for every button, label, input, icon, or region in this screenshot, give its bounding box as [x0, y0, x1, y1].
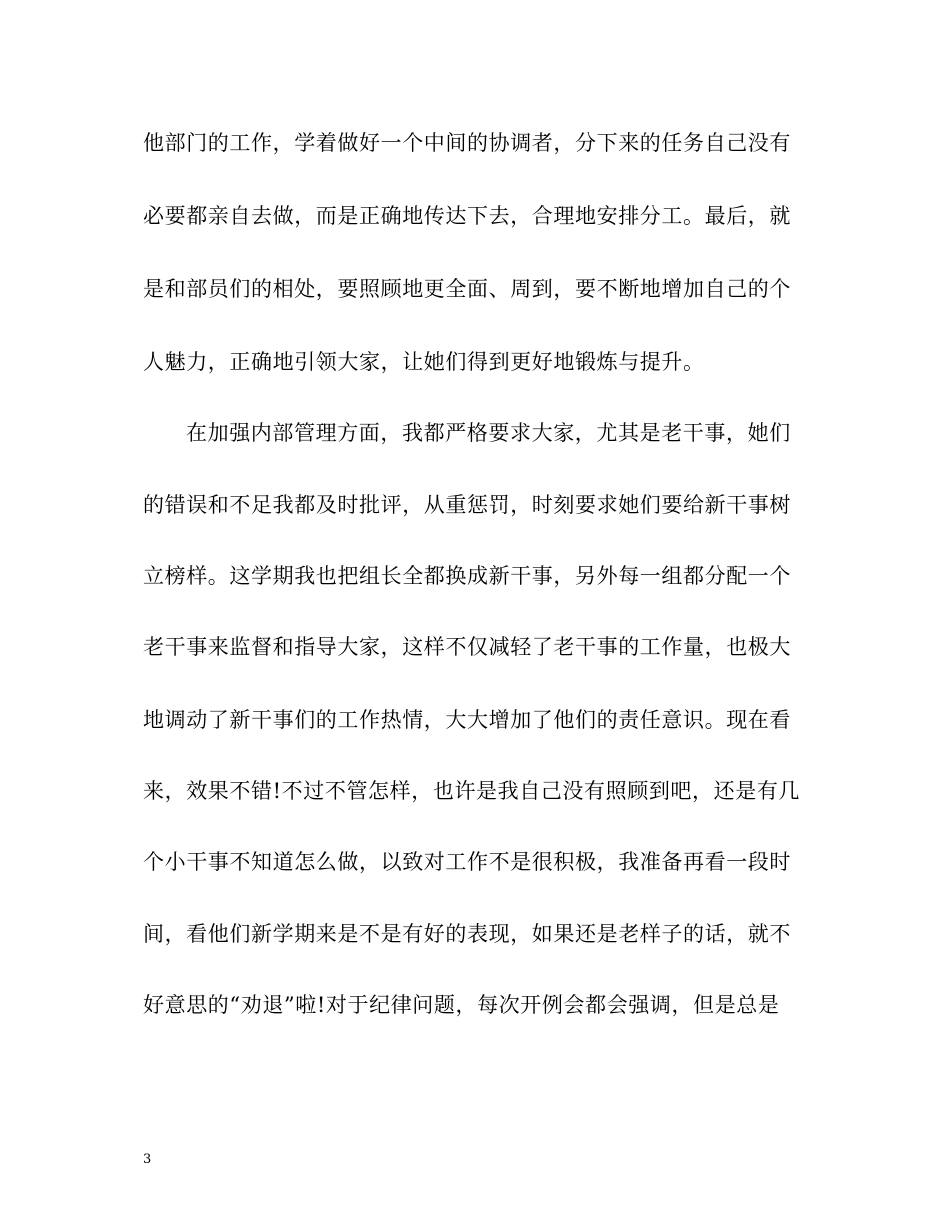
paragraph-line: 间，看他们新学期来是不是有好的表现，如果还是老样子的话，就不 [143, 922, 791, 946]
paragraph-line: 人魅力，正确地引领大家，让她们得到更好地锻炼与提升。 [143, 350, 705, 374]
paragraph-line: 必要都亲自去做，而是正确地传达下去，合理地安排分工。最后，就 [143, 204, 791, 228]
paragraph-line: 个小干事不知道怎么做，以致对工作不是很积极，我准备再看一段时 [143, 850, 791, 874]
page-number: 3 [143, 1152, 152, 1167]
paragraph-line: 是和部员们的相处，要照顾地更全面、周到，要不断地增加自己的个 [143, 277, 791, 301]
paragraph-line: 地调动了新干事们的工作热情，大大增加了他们的责任意识。现在看 [143, 708, 791, 732]
paragraph-line: 好意思的“劝退”啦!对于纪律问题，每次开例会都会强调，但是总是 [143, 993, 780, 1017]
paragraph-line: 老干事来监督和指导大家，这样不仅减轻了老干事的工作量，也极大 [143, 635, 791, 659]
paragraph-line: 他部门的工作，学着做好一个中间的协调者，分下来的任务自己没有 [143, 131, 791, 155]
paragraph-line: 来，效果不错!不过不管怎样，也许是我自己没有照顾到吧，还是有几 [143, 779, 801, 803]
paragraph-line: 的错误和不足我都及时批评，从重惩罚，时刻要求她们要给新干事树 [143, 493, 791, 517]
paragraph-line: 在加强内部管理方面，我都严格要求大家，尤其是老干事，她们 [186, 421, 791, 445]
paragraph-line: 立榜样。这学期我也把组长全都换成新干事，另外每一组都分配一个 [143, 564, 791, 588]
